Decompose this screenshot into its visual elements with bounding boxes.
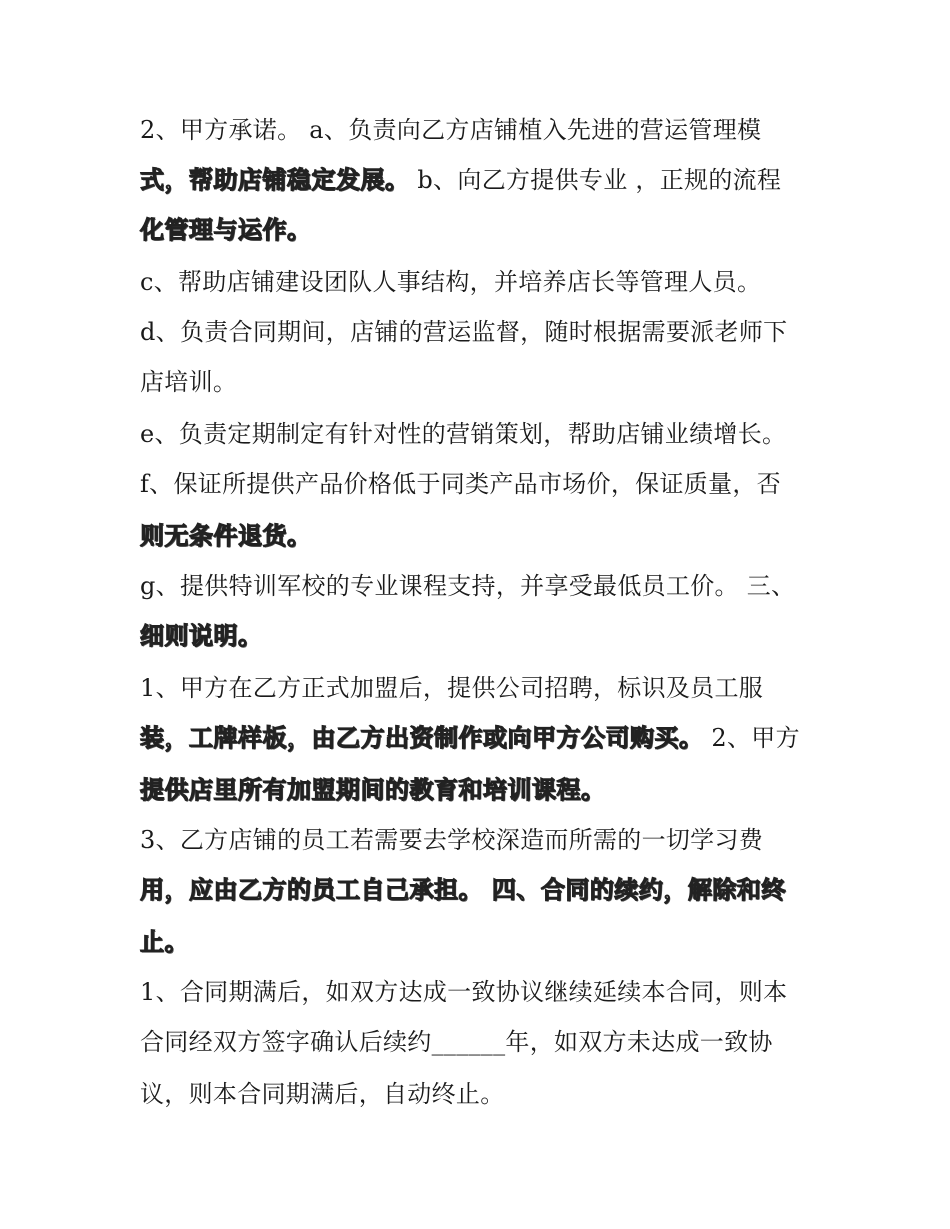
text-run: f、保证所提供产品价格低于同类产品市场价，保证质量，否 (140, 470, 781, 498)
text-run: 2、甲方承诺。 a、负责向乙方店铺植入先进的营运管理模 (140, 116, 762, 144)
text-line-12 (140, 668, 763, 708)
text-line-1 (140, 110, 761, 150)
text-line-13 (140, 718, 800, 758)
text-run: d、负责合同期间，店铺的营运监督，随时根据需要派老师下 (140, 318, 788, 346)
text-line-6 (140, 362, 237, 402)
text-run: 议，则本合同期满后，自动终止。 (140, 1080, 505, 1108)
text-run: 店培训。 (140, 368, 238, 396)
text-line-14 (140, 770, 606, 810)
text-line-10 (140, 566, 795, 606)
outlined-text-run: 提供店里所有加盟期间的教育和培训课程。 (140, 776, 606, 804)
text-run: e、负责定期制定有针对性的营销策划，帮助店铺业绩增长。 (140, 420, 787, 448)
text-line-16 (140, 870, 786, 910)
outlined-text-run: 式，帮助店铺稳定发展。 (140, 166, 410, 194)
outlined-text-run: 则无条件退货。 (140, 522, 312, 550)
text-line-7 (140, 414, 786, 454)
text-line-5 (140, 312, 787, 352)
outlined-text-run: 细则说明。 (140, 622, 263, 650)
text-run: c、帮助店铺建设团队人事结构，并培养店长等管理人员。 (140, 268, 762, 296)
text-line-20 (140, 1074, 505, 1114)
outlined-text-run: 化管理与运作。 (140, 216, 312, 244)
text-run: 合同经双方签字确认后续约______年，如双方未达成一致协 (140, 1028, 773, 1056)
text-line-18 (140, 972, 787, 1012)
text-line-19 (140, 1022, 773, 1062)
text-line-15 (140, 820, 763, 860)
text-line-9 (140, 516, 312, 556)
text-run: g、提供特训军校的专业课程支持，并享受最低员工价。 三、 (140, 572, 796, 600)
outlined-text-run: 用，应由乙方的员工自己承担。 四、合同的续约，解除和终 (140, 876, 786, 904)
text-line-4 (140, 262, 761, 302)
outlined-text-run: 装，工牌样板，由乙方出资制作或向甲方公司购买。 (140, 724, 704, 752)
text-line-3 (140, 210, 312, 250)
text-line-8 (140, 464, 781, 504)
text-line-17 (140, 922, 189, 962)
text-line-2 (140, 160, 781, 200)
text-run: 2、甲方 (703, 724, 800, 752)
text-run: 1、合同期满后，如双方达成一致协议继续延续本合同，则本 (140, 978, 788, 1006)
text-run: b、向乙方提供专业 ，正规的流程 (409, 166, 782, 194)
text-line-11 (140, 616, 263, 656)
outlined-text-run: 止。 (140, 928, 189, 956)
text-run: 1、甲方在乙方正式加盟后，提供公司招聘，标识及员工服 (140, 674, 764, 702)
text-run: 3、乙方店铺的员工若需要去学校深造而所需的一切学习费 (140, 826, 764, 854)
